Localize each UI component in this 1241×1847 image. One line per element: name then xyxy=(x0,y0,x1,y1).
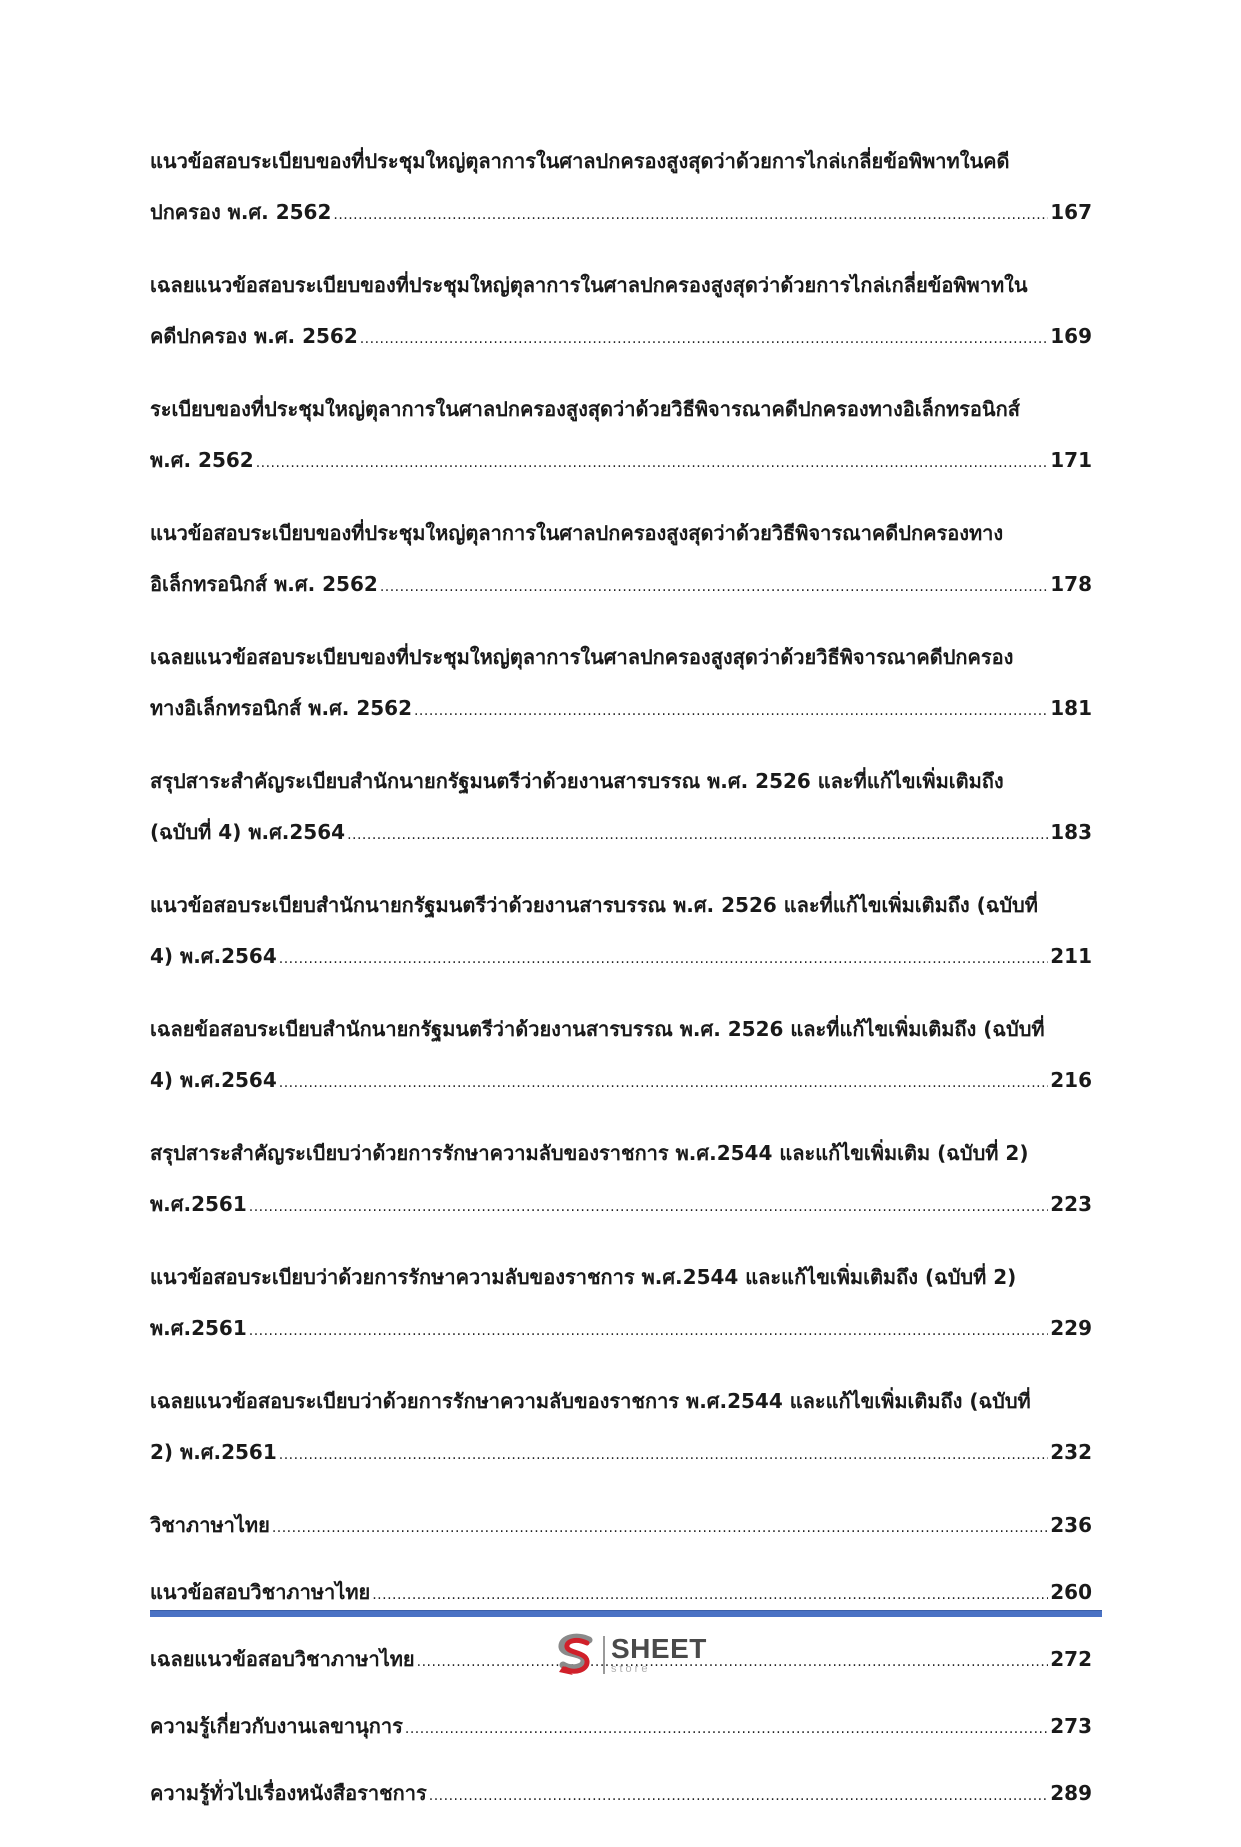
toc-page-number: 167 xyxy=(1050,200,1092,224)
sheet-store-s-logo-icon xyxy=(553,1632,599,1678)
dot-leader xyxy=(256,450,1049,476)
toc-entry-title-cont: อิเล็กทรอนิกส์ พ.ศ. 2562 xyxy=(150,572,378,596)
toc-entry[interactable] xyxy=(150,1780,1092,1809)
toc-page-number: 169 xyxy=(1050,324,1092,348)
toc-entry-line xyxy=(150,1780,1092,1809)
dot-leader xyxy=(279,1442,1048,1468)
toc-entry-line xyxy=(150,1067,1092,1096)
dot-leader xyxy=(414,698,1048,724)
toc-entry-title: แนวข้อสอบระเบียบสำนักนายกรัฐมนตรีว่าด้วยงานสารบรรณ พ.ศ. 2526 และที่แก้ไขเพิ่มเติมถึง (ฉบับที่ xyxy=(150,893,1038,917)
toc-entry-title: สรุปสาระสำคัญระเบียบสำนักนายกรัฐมนตรีว่าด้วยงานสารบรรณ พ.ศ. 2526 และที่แก้ไขเพิ่มเติมถึง xyxy=(150,769,1004,793)
toc-entry[interactable] xyxy=(150,1579,1092,1608)
toc-entry-title-cont: ทางอิเล็กทรอนิกส์ พ.ศ. 2562 xyxy=(150,696,412,720)
toc-entry-title: ความรู้ทั่วไปเรื่องหนังสือราชการ xyxy=(150,1781,427,1805)
toc-entry-line xyxy=(150,943,1092,972)
dot-leader xyxy=(333,202,1048,228)
toc-page-number: 181 xyxy=(1050,696,1092,720)
toc-entry-title: แนวข้อสอบวิชาภาษาไทย xyxy=(150,1580,371,1604)
toc-entry-title-cont: พ.ศ.2561 xyxy=(150,1316,247,1340)
dot-leader xyxy=(272,1515,1048,1541)
dot-leader xyxy=(372,1582,1048,1608)
toc-page-number: 272 xyxy=(1050,1647,1092,1671)
toc-entry[interactable] xyxy=(150,1140,1092,1220)
toc-entry-title-cont: ปกครอง พ.ศ. 2562 xyxy=(150,200,332,224)
toc-entry[interactable] xyxy=(150,520,1092,600)
toc-entry-line xyxy=(150,1713,1092,1742)
toc-entry-title: เฉลยข้อสอบระเบียบสำนักนายกรัฐมนตรีว่าด้วยงานสารบรรณ พ.ศ. 2526 และที่แก้ไขเพิ่มเติมถึง (ฉบับที่ xyxy=(150,1017,1045,1041)
toc-entry-title-cont: พ.ศ. 2562 xyxy=(150,448,254,472)
dot-leader xyxy=(405,1716,1048,1742)
toc-entry-line xyxy=(150,819,1092,848)
sheet-store-logo xyxy=(553,1631,707,1679)
toc-entry-line xyxy=(150,447,1092,476)
toc-entry-title-cont: คดีปกครอง พ.ศ. 2562 xyxy=(150,324,358,348)
toc-entry[interactable] xyxy=(150,1016,1092,1096)
toc-entry-title-cont: 2) พ.ศ.2561 xyxy=(150,1440,277,1464)
toc-entry-title: เฉลยแนวข้อสอบระเบียบของที่ประชุมใหญ่ตุลาการในศาลปกครองสูงสุดว่าด้วยวิธีพิจารณาคดีปกครอง xyxy=(150,645,1014,669)
toc-entry-title: เฉลยแนวข้อสอบวิชาภาษาไทย xyxy=(150,1647,415,1671)
toc-entry-line xyxy=(150,695,1092,724)
toc-entry[interactable] xyxy=(150,148,1092,228)
toc-entry-title: แนวข้อสอบระเบียบของที่ประชุมใหญ่ตุลาการในศาลปกครองสูงสุดว่าด้วยการไกล่เกลี่ยข้อพิพาทในคดี xyxy=(150,149,1010,173)
brand-sub: store xyxy=(611,1663,651,1675)
toc-entry-title: เฉลยแนวข้อสอบระเบียบของที่ประชุมใหญ่ตุลาการในศาลปกครองสูงสุดว่าด้วยการไกล่เกลี่ยข้อพิพาทใน xyxy=(150,273,1028,297)
toc-entry-title: แนวข้อสอบระเบียบว่าด้วยการรักษาความลับของราชการ พ.ศ.2544 และแก้ไขเพิ่มเติมถึง (ฉบับที่ 2) xyxy=(150,1265,1017,1289)
toc-entry[interactable] xyxy=(150,272,1092,352)
dot-leader xyxy=(347,822,1048,848)
toc-page-number: 223 xyxy=(1050,1192,1092,1216)
toc-page-number: 260 xyxy=(1050,1580,1092,1604)
toc-entry-line xyxy=(150,1191,1092,1220)
toc-entry[interactable] xyxy=(150,1512,1092,1541)
dot-leader xyxy=(279,1070,1048,1096)
toc-entry[interactable] xyxy=(150,892,1092,972)
dot-leader xyxy=(417,1649,1049,1675)
toc-entry-line xyxy=(150,1439,1092,1468)
toc-page-number: 211 xyxy=(1050,944,1092,968)
toc-entry-title-cont: 4) พ.ศ.2564 xyxy=(150,944,277,968)
logo-text xyxy=(611,1635,707,1675)
toc-entry-line xyxy=(150,1315,1092,1344)
toc-page-number: 216 xyxy=(1050,1068,1092,1092)
toc-entry-title: ระเบียบของที่ประชุมใหญ่ตุลาการในศาลปกครองสูงสุดว่าด้วยวิธีพิจารณาคดีปกครองทางอิเล็กทรอนิกส์ xyxy=(150,397,1020,421)
toc-entry-line xyxy=(150,199,1092,228)
toc-entry-line xyxy=(150,323,1092,352)
toc-entry[interactable] xyxy=(150,1713,1092,1742)
toc-entry-title: แนวข้อสอบระเบียบของที่ประชุมใหญ่ตุลาการในศาลปกครองสูงสุดว่าด้วยวิธีพิจารณาคดีปกครองทาง xyxy=(150,521,1004,545)
dot-leader xyxy=(429,1783,1048,1809)
toc-page-number: 289 xyxy=(1050,1781,1092,1805)
dot-leader xyxy=(249,1318,1049,1344)
toc-entry-line xyxy=(150,1579,1092,1608)
toc-page-number: 232 xyxy=(1050,1440,1092,1464)
toc-entry[interactable] xyxy=(150,396,1092,476)
dot-leader xyxy=(360,326,1049,352)
toc-entry-title: เฉลยแนวข้อสอบระเบียบว่าด้วยการรักษาความลับของราชการ พ.ศ.2544 และแก้ไขเพิ่มเติมถึง (ฉบับที่ xyxy=(150,1389,1031,1413)
logo-separator xyxy=(603,1636,605,1674)
dot-leader xyxy=(249,1194,1049,1220)
toc-page-number: 171 xyxy=(1050,448,1092,472)
toc-entry-title: สรุปสาระสำคัญระเบียบว่าด้วยการรักษาความลับของราชการ พ.ศ.2544 และแก้ไขเพิ่มเติม (ฉบับที่ 2) xyxy=(150,1141,1029,1165)
brand-word: SHEET xyxy=(611,1633,707,1664)
table-of-contents xyxy=(150,148,1092,1847)
toc-entry[interactable] xyxy=(150,768,1092,848)
toc-page-number: 273 xyxy=(1050,1714,1092,1738)
toc-entry-title-cont: (ฉบับที่ 4) พ.ศ.2564 xyxy=(150,820,346,844)
toc-page-number: 183 xyxy=(1050,820,1092,844)
toc-entry[interactable] xyxy=(150,1264,1092,1344)
toc-entry-line xyxy=(150,1512,1092,1541)
toc-entry-line xyxy=(150,571,1092,600)
toc-entry-title-cont: พ.ศ.2561 xyxy=(150,1192,247,1216)
dot-leader xyxy=(279,946,1048,972)
toc-page-number: 229 xyxy=(1050,1316,1092,1340)
toc-page-number: 178 xyxy=(1050,572,1092,596)
toc-entry[interactable] xyxy=(150,644,1092,724)
footer-divider xyxy=(150,1610,1102,1617)
toc-entry-title: วิชาภาษาไทย xyxy=(150,1513,270,1537)
toc-entry[interactable] xyxy=(150,1388,1092,1468)
toc-entry-title-cont: 4) พ.ศ.2564 xyxy=(150,1068,277,1092)
toc-page-number: 236 xyxy=(1050,1513,1092,1537)
toc-entry-title: ความรู้เกี่ยวกับงานเลขานุการ xyxy=(150,1714,403,1738)
dot-leader xyxy=(380,574,1048,600)
